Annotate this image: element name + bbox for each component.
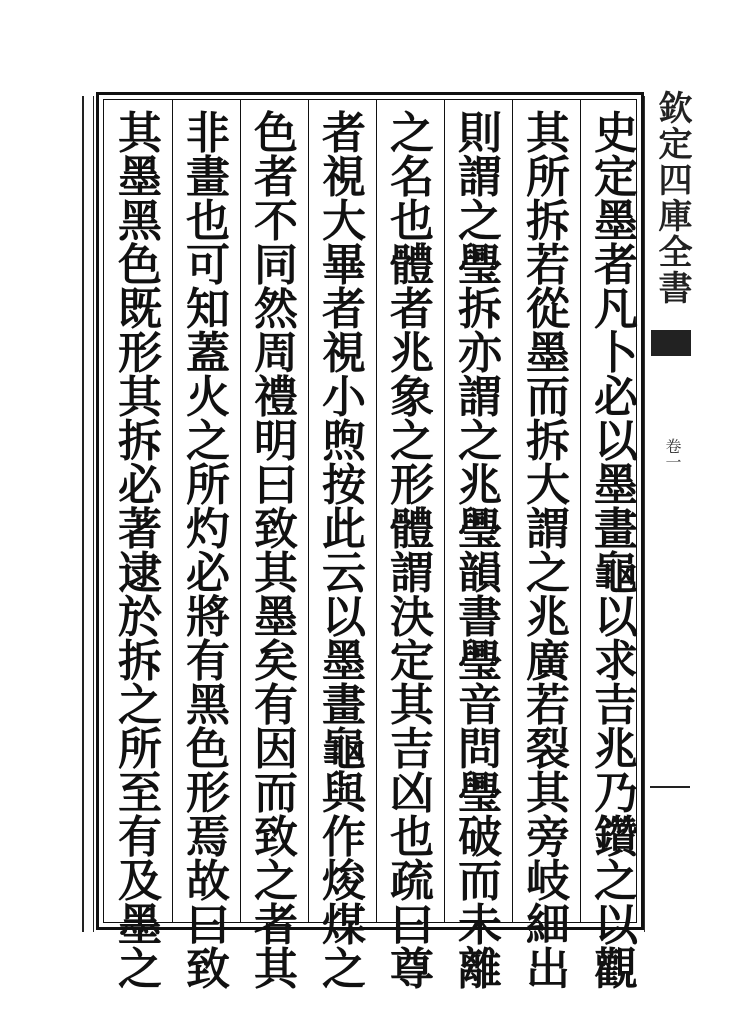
character: 色 <box>118 240 162 291</box>
character: 之 <box>118 944 162 995</box>
character: 逮 <box>118 548 162 599</box>
character: 墨 <box>594 196 638 247</box>
character: 龜 <box>594 548 638 599</box>
column-rule <box>580 99 581 923</box>
character: 可 <box>186 240 230 291</box>
character: 旁 <box>526 812 570 863</box>
character: 墨 <box>254 592 298 643</box>
character: 其 <box>118 372 162 423</box>
character: 其 <box>526 108 570 159</box>
character: 書 <box>458 592 502 643</box>
text-column-6 <box>248 108 304 995</box>
character: 之 <box>254 856 298 907</box>
column-rule <box>512 99 513 923</box>
character: 其 <box>254 548 298 599</box>
character: 火 <box>186 372 230 423</box>
character: 離 <box>458 944 502 995</box>
character: 尊 <box>390 944 434 995</box>
character: 謂 <box>526 504 570 555</box>
character: 致 <box>186 944 230 995</box>
character: 兆 <box>594 724 638 775</box>
character: 謂 <box>458 152 502 203</box>
character: 凡 <box>594 284 638 335</box>
character: 云 <box>322 548 366 599</box>
character: 之 <box>594 856 638 907</box>
character: 與 <box>322 768 366 819</box>
character: 問 <box>458 724 502 775</box>
character: 按 <box>322 460 366 511</box>
character: 明 <box>254 416 298 467</box>
text-column-1 <box>588 108 644 995</box>
character: 煦 <box>322 416 366 467</box>
character: 畫 <box>594 504 638 555</box>
character: 謂 <box>390 548 434 599</box>
character: 之 <box>322 944 366 995</box>
character: 所 <box>118 724 162 775</box>
character: 拆 <box>118 416 162 467</box>
character: 視 <box>322 328 366 379</box>
character: 若 <box>526 240 570 291</box>
character: 者 <box>390 284 434 335</box>
character: 形 <box>390 460 434 511</box>
character: 故 <box>186 856 230 907</box>
character: 璺 <box>458 240 502 291</box>
character: 黑 <box>118 196 162 247</box>
character: 韻 <box>458 548 502 599</box>
character: 有 <box>186 636 230 687</box>
character: 謂 <box>458 372 502 423</box>
character: 龜 <box>322 724 366 775</box>
character: 將 <box>186 592 230 643</box>
character: 之 <box>526 548 570 599</box>
character: 以 <box>594 416 638 467</box>
character: 岐 <box>526 856 570 907</box>
character: 拆 <box>526 196 570 247</box>
character: 未 <box>458 900 502 951</box>
column-rule <box>240 99 241 923</box>
character: 必 <box>118 460 162 511</box>
character: 定 <box>594 152 638 203</box>
character: 吉 <box>390 724 434 775</box>
character: 色 <box>254 108 298 159</box>
margin-line <box>650 786 690 788</box>
character: 矣 <box>254 636 298 687</box>
character: 所 <box>186 460 230 511</box>
character: 形 <box>186 768 230 819</box>
character: 象 <box>390 372 434 423</box>
character: 觀 <box>594 944 638 995</box>
character: 亦 <box>458 328 502 379</box>
character: 焉 <box>186 812 230 863</box>
text-column-3 <box>452 108 508 995</box>
text-column-8 <box>112 108 168 995</box>
character: 至 <box>118 768 162 819</box>
character: 從 <box>526 284 570 335</box>
character: 必 <box>594 372 638 423</box>
character: 求 <box>594 636 638 687</box>
character: 視 <box>322 152 366 203</box>
character: 其 <box>526 768 570 819</box>
character: 史 <box>594 108 638 159</box>
character: 必 <box>186 548 230 599</box>
character: 名 <box>390 152 434 203</box>
text-column-5 <box>316 108 372 995</box>
character: 廣 <box>526 636 570 687</box>
character: 細 <box>526 900 570 951</box>
character: 煤 <box>322 900 366 951</box>
character: 兆 <box>526 592 570 643</box>
character: 拆 <box>458 284 502 335</box>
text-column-2 <box>520 108 576 995</box>
character: 非 <box>186 108 230 159</box>
character: 及 <box>118 856 162 907</box>
character: 此 <box>322 504 366 555</box>
character: 璺 <box>458 768 502 819</box>
page-left-edge <box>82 96 94 932</box>
character: 拆 <box>118 636 162 687</box>
character: 體 <box>390 240 434 291</box>
character: 以 <box>594 592 638 643</box>
character: 焌 <box>322 856 366 907</box>
character: 者 <box>594 240 638 291</box>
character: 破 <box>458 812 502 863</box>
character: 形 <box>118 328 162 379</box>
character: 兆 <box>390 328 434 379</box>
character: 知 <box>186 284 230 335</box>
character: 既 <box>118 284 162 335</box>
character: 而 <box>458 856 502 907</box>
character: 兆 <box>458 460 502 511</box>
character: 定 <box>390 636 434 687</box>
character: 有 <box>118 812 162 863</box>
character: 畫 <box>186 152 230 203</box>
character: 灼 <box>186 504 230 555</box>
character: 裂 <box>526 724 570 775</box>
column-rule <box>308 99 309 923</box>
character: 曰 <box>186 900 230 951</box>
character: 墨 <box>322 636 366 687</box>
character: 也 <box>186 196 230 247</box>
character: 禮 <box>254 372 298 423</box>
character: 致 <box>254 504 298 555</box>
character: 黑 <box>186 680 230 731</box>
character: 者 <box>254 152 298 203</box>
character: 致 <box>254 812 298 863</box>
character: 以 <box>322 592 366 643</box>
character: 有 <box>254 680 298 731</box>
character: 其 <box>390 680 434 731</box>
character: 不 <box>254 196 298 247</box>
character: 璺 <box>458 504 502 555</box>
character: 小 <box>322 372 366 423</box>
character: 著 <box>118 504 162 555</box>
character: 其 <box>118 108 162 159</box>
column-rule <box>172 99 173 923</box>
character: 以 <box>594 900 638 951</box>
character: 乃 <box>594 768 638 819</box>
character: 墨 <box>594 460 638 511</box>
character: 大 <box>322 196 366 247</box>
character: 大 <box>526 460 570 511</box>
character: 而 <box>526 372 570 423</box>
text-column-7 <box>180 108 236 995</box>
character: 之 <box>458 196 502 247</box>
character: 則 <box>458 108 502 159</box>
character: 曰 <box>254 460 298 511</box>
text-column-4 <box>384 108 440 995</box>
character: 拆 <box>526 416 570 467</box>
character: 者 <box>254 900 298 951</box>
character: 其 <box>254 944 298 995</box>
volume-label: 卷一 <box>663 438 682 470</box>
character: 畢 <box>322 240 366 291</box>
character: 之 <box>390 416 434 467</box>
character: 凶 <box>390 768 434 819</box>
fish-tail-mark <box>651 330 691 356</box>
character: 璺 <box>458 636 502 687</box>
character: 決 <box>390 592 434 643</box>
character: 作 <box>322 812 366 863</box>
character: 之 <box>118 680 162 731</box>
character: 也 <box>390 812 434 863</box>
character: 色 <box>186 724 230 775</box>
character: 所 <box>526 152 570 203</box>
character: 之 <box>458 416 502 467</box>
character: 周 <box>254 328 298 379</box>
character: 而 <box>254 768 298 819</box>
character: 也 <box>390 196 434 247</box>
character: 然 <box>254 284 298 335</box>
character: 畫 <box>322 680 366 731</box>
book-title: 欽定四庫全書 <box>652 90 692 306</box>
character: 音 <box>458 680 502 731</box>
character: 於 <box>118 592 162 643</box>
character: 墨 <box>118 152 162 203</box>
character: 者 <box>322 108 366 159</box>
character: 卜 <box>594 328 638 379</box>
character: 墨 <box>118 900 162 951</box>
character: 之 <box>390 108 434 159</box>
character: 鑽 <box>594 812 638 863</box>
character: 疏 <box>390 856 434 907</box>
margin-rule <box>644 96 645 932</box>
character: 若 <box>526 680 570 731</box>
column-rule <box>376 99 377 923</box>
character: 同 <box>254 240 298 291</box>
character: 因 <box>254 724 298 775</box>
character: 者 <box>322 284 366 335</box>
character: 之 <box>186 416 230 467</box>
character: 出 <box>526 944 570 995</box>
column-rule <box>444 99 445 923</box>
character: 蓋 <box>186 328 230 379</box>
character: 墨 <box>526 328 570 379</box>
character: 曰 <box>390 900 434 951</box>
character: 吉 <box>594 680 638 731</box>
character: 體 <box>390 504 434 555</box>
